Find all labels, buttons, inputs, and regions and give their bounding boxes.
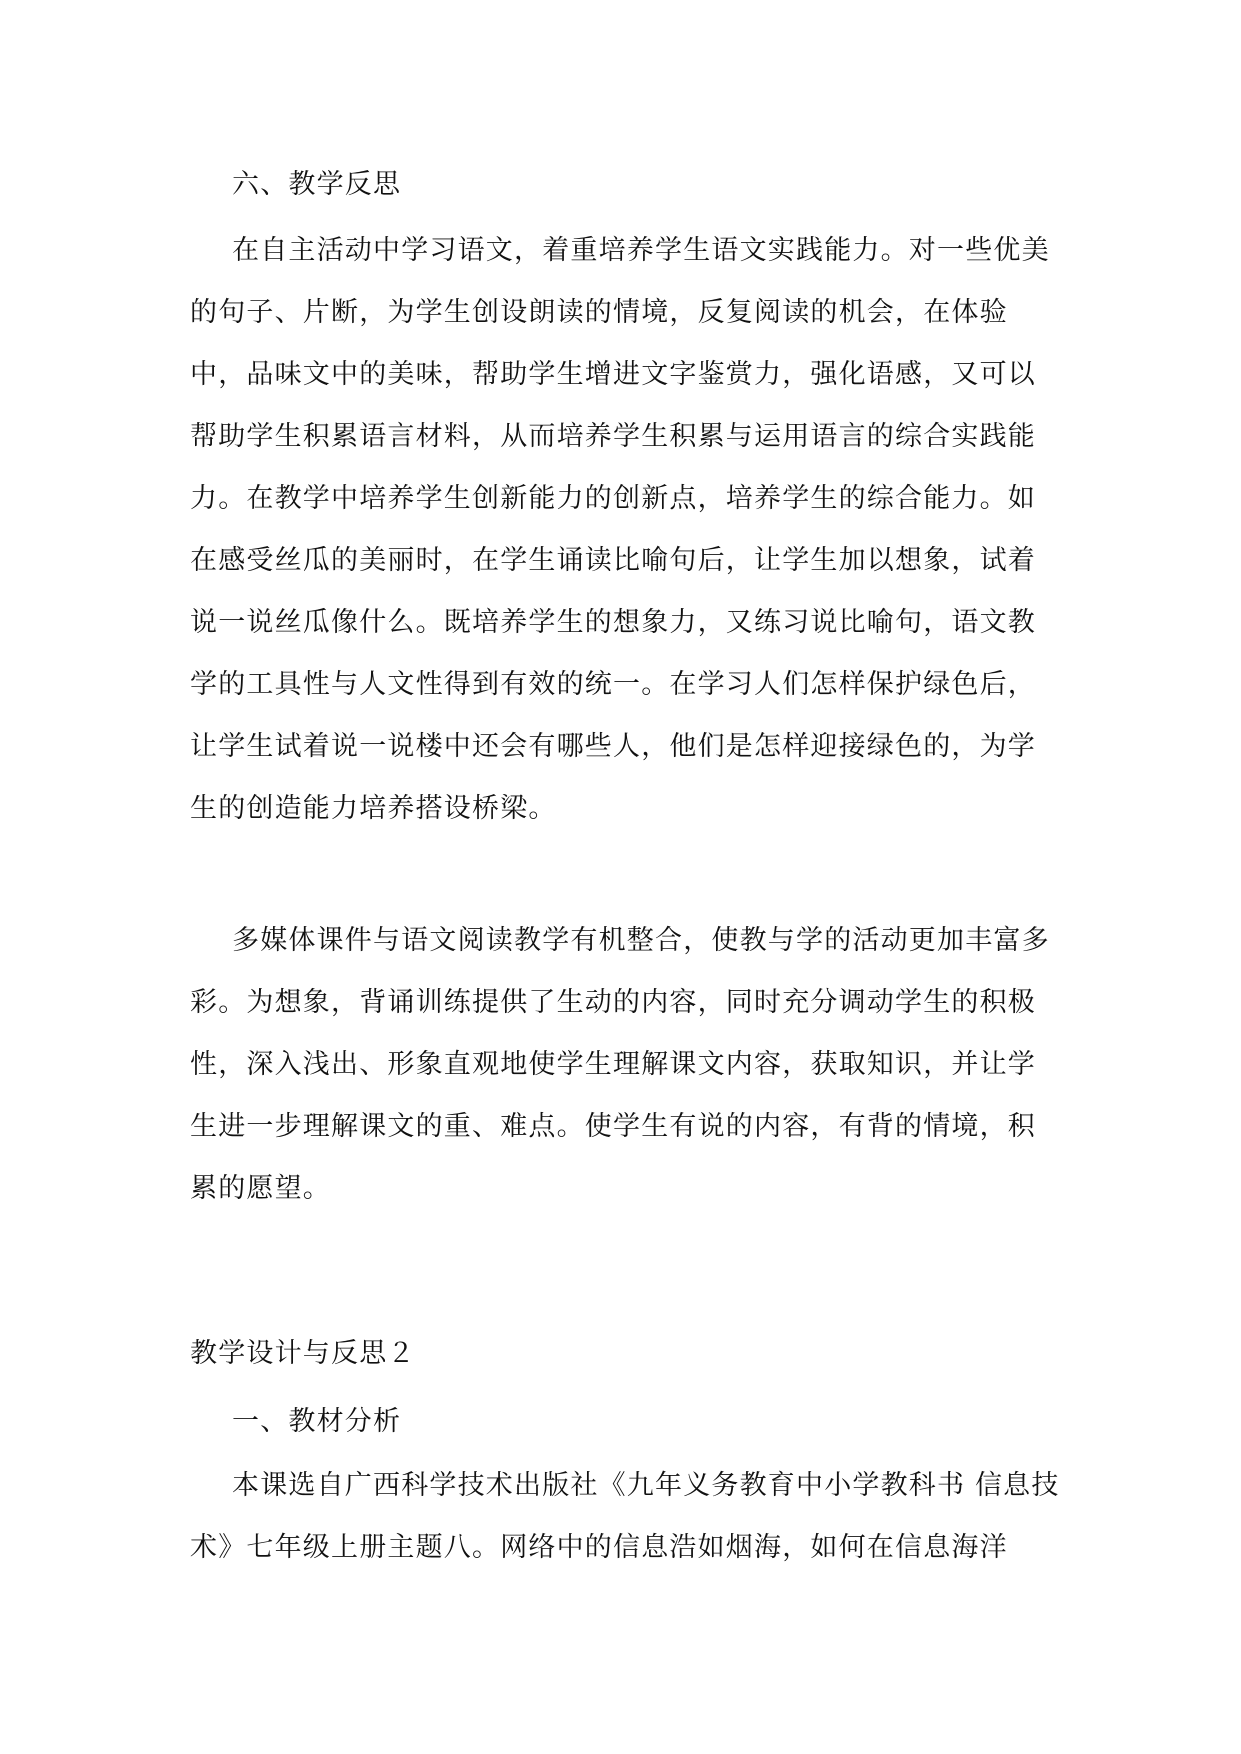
paragraph-reflection-multimedia: 多媒体课件与语文阅读教学有机整合，使教与学的活动更加丰富多彩。为想象，背诵训练提供了生动的内容，同时充分调动学生的积极性，深入浅出、形象直观地使学生理解课文内容，获取知识，并让学生进一步理解课文的重、难点。使学生有说的内容，有背的情境，积累的愿望。 <box>190 925 1050 1204</box>
paragraph-textbook-analysis: 本课选自广西科学技术出版社《九年义务教育中小学教科书 信息技术》七年级上册主题八。网络中的信息浩如烟海，如何在信息海洋 <box>190 1470 1060 1563</box>
paragraph-reflection-practice: 在自主活动中学习语文，着重培养学生语文实践能力。对一些优美的句子、片断，为学生创设朗读的情境，反复阅读的机会，在体验中，品味文中的美味，帮助学生增进文字鉴赏力，强化语感，又可以帮助学生积累语言材料，从而培养学生积累与运用语言的综合实践能力。在教学中培养学生创新能力的创新点，培养学生的综合能力。如在感受丝瓜的美丽时，在学生诵读比喻句后，让学生加以想象，试着说一说丝瓜像什么。既培养学生的想象力，又练习说比喻句，语文教学的工具性与人文性得到有效的统一。在学习人们怎样保护绿色后，让学生试着说一说楼中还会有哪些人，他们是怎样迎接绿色的，为学生的创造能力培养搭设桥梁。 <box>190 235 1050 824</box>
section-heading-reflection: 六、教学反思 <box>232 169 402 200</box>
document-title-2: 教学设计与反思２ <box>190 1338 416 1369</box>
section-heading-textbook-analysis: 一、教材分析 <box>232 1406 402 1437</box>
